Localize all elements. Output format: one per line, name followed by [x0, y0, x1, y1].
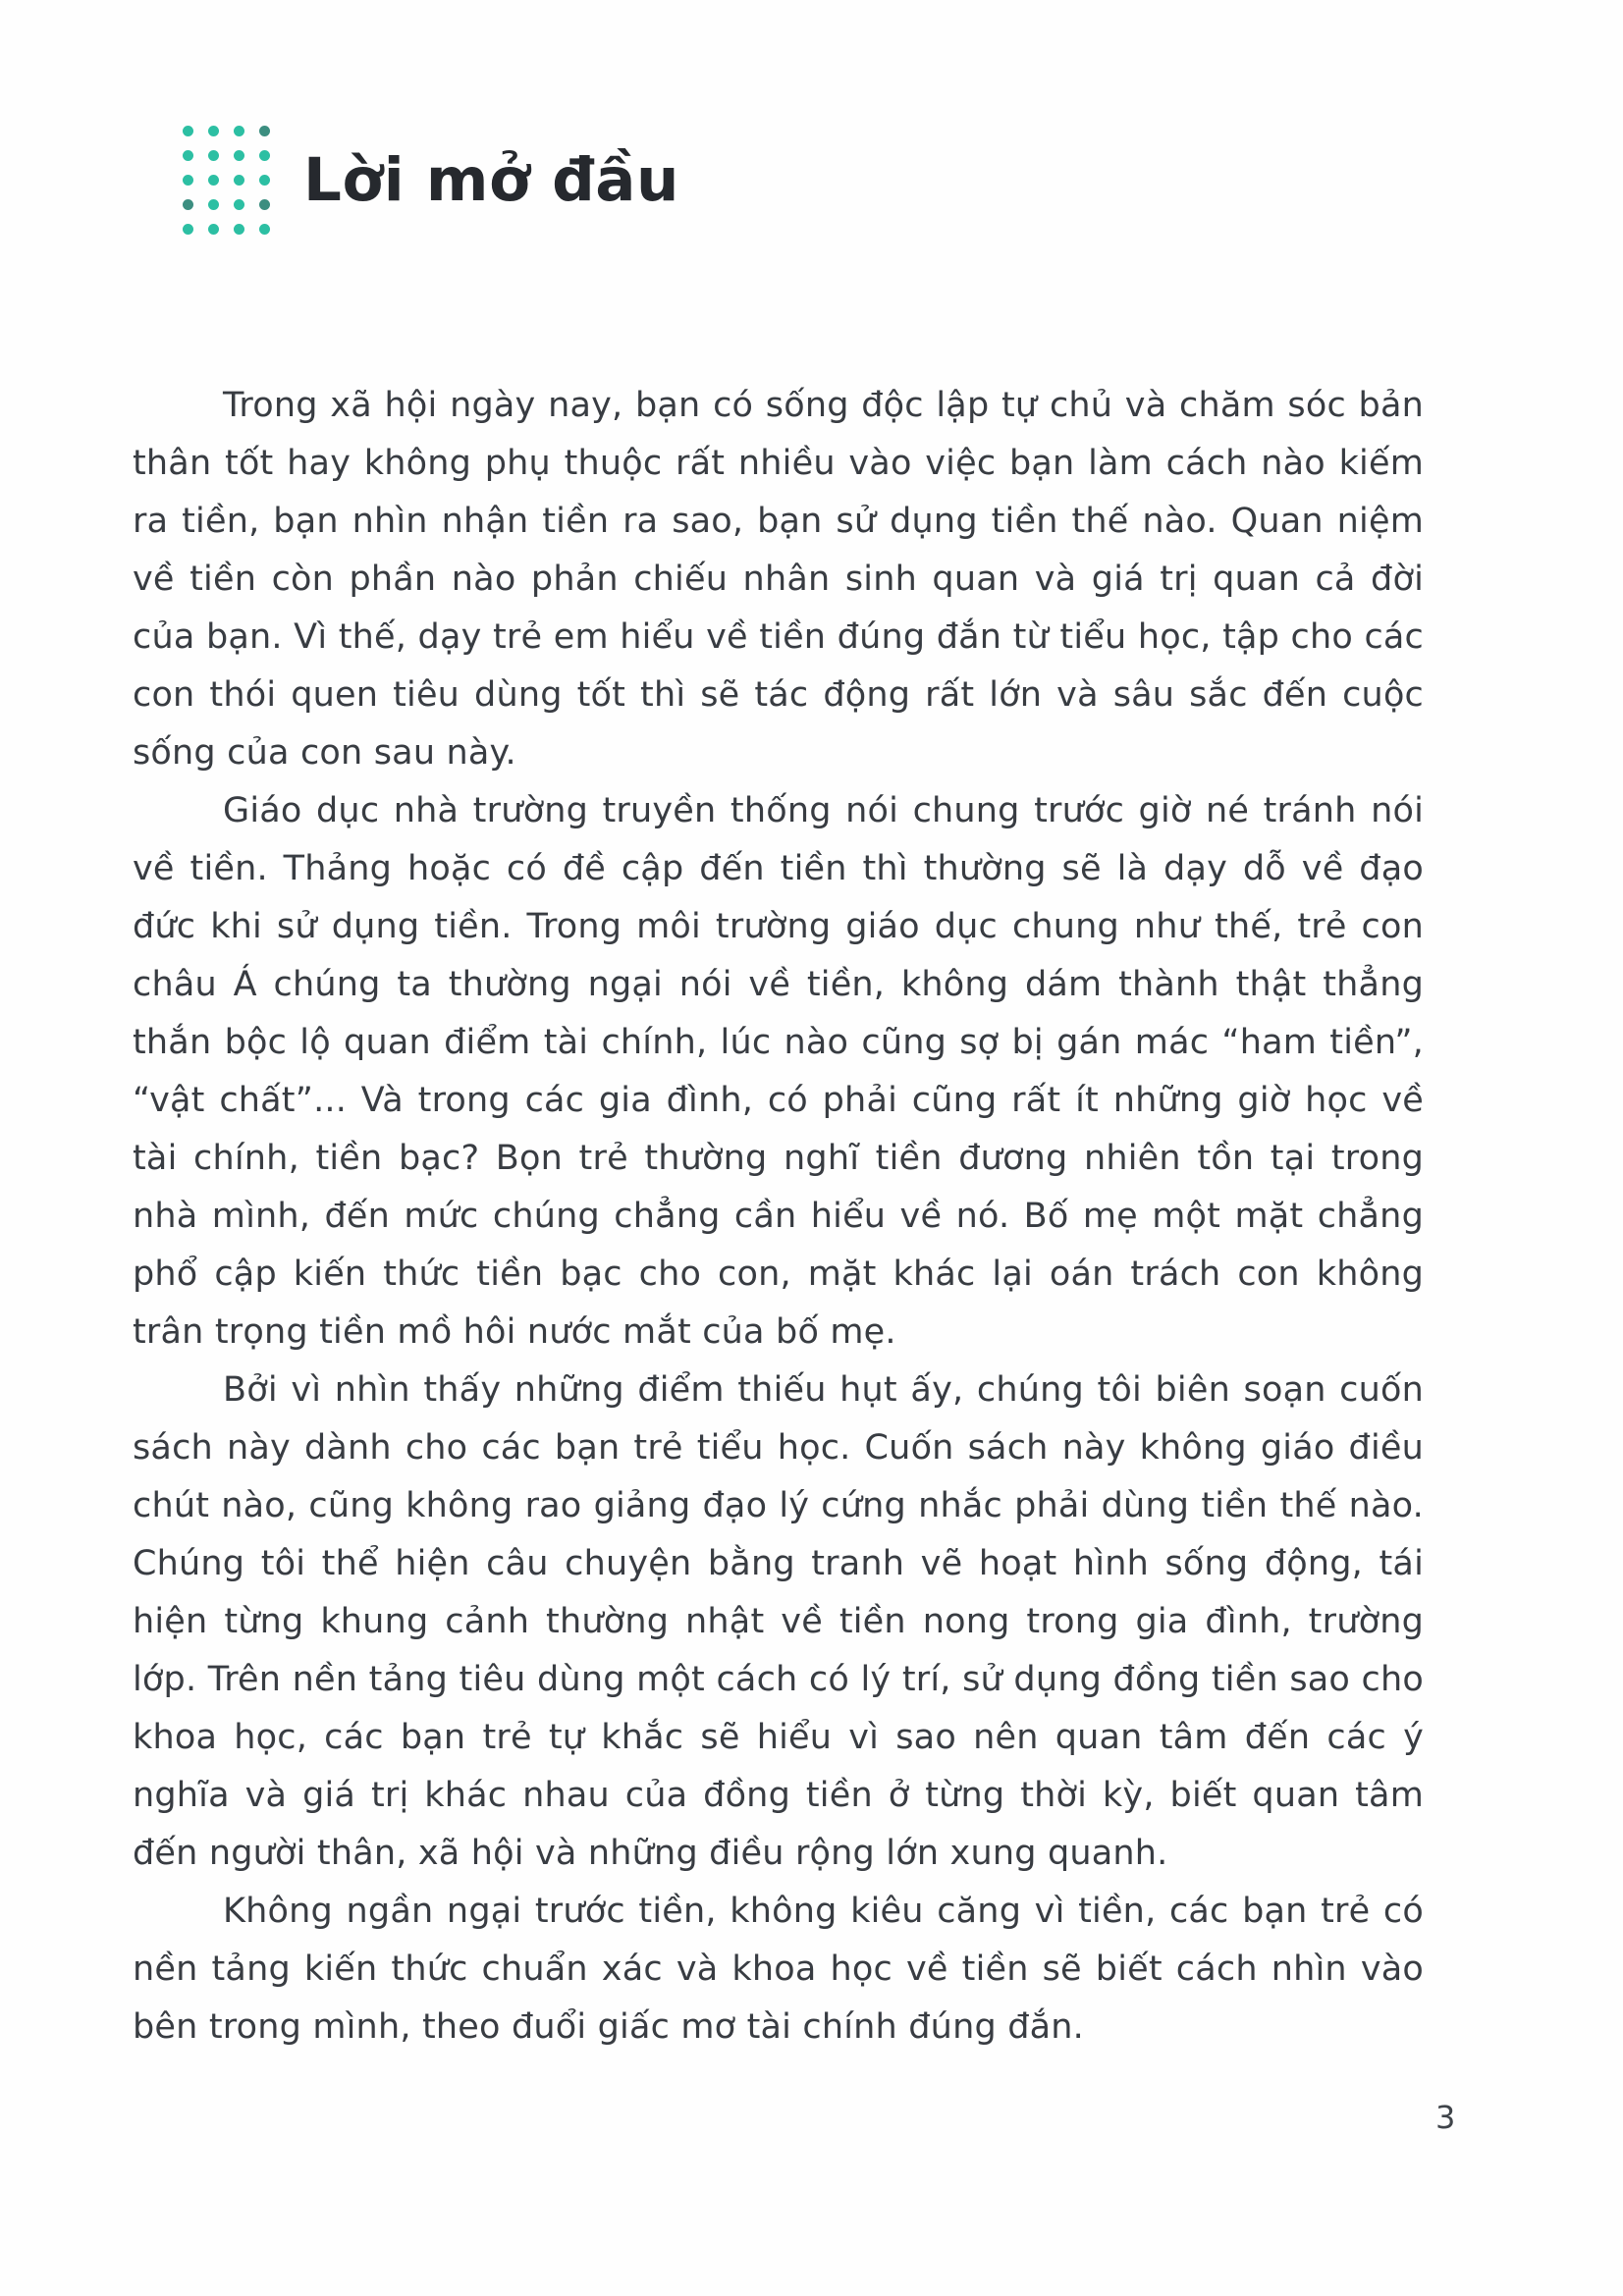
dot: [234, 175, 244, 186]
body-paragraph: Giáo dục nhà trường truyền thống nói chung trước giờ né tránh nói về tiền. Thảng hoặc có đề cập đến tiền thì thường sẽ là dạy dỗ về đạo đức khi sử dụng tiền. Trong môi trường giáo dục chung như thế, trẻ con châu Á chúng ta thường ngại nói về tiền, không dám thành thật thẳng thắn bộc lộ quan điểm tài chính, lúc nào cũng sợ bị gán mác “ham tiền”, “vật chất”... Và trong các gia đình, có phải cũng rất ít những giờ học về tài chính, tiền bạc? Bọn trẻ thường nghĩ tiền đương nhiên tồn tại trong nhà mình, đến mức chúng chẳng cần hiểu về nó. Bố mẹ một mặt chẳng phổ cập kiến thức tiền bạc cho con, mặt khác lại oán trách con không trân trọng tiền mồ hôi nước mắt của bố mẹ.: [133, 791, 1424, 1352]
preface-text: [133, 377, 1424, 2056]
page-header: [183, 126, 679, 235]
dot: [208, 224, 219, 235]
dot: [234, 199, 244, 210]
dot: [259, 224, 270, 235]
dot: [234, 224, 244, 235]
dot: [208, 199, 219, 210]
body-paragraph: Không ngần ngại trước tiền, không kiêu căng vì tiền, các bạn trẻ có nền tảng kiến thức chuẩn xác và khoa học về tiền sẽ biết cách nhìn vào bên trong mình, theo đuổi giấc mơ tài chính đúng đắn.: [133, 1892, 1424, 2047]
dot: [234, 150, 244, 161]
dot: [183, 175, 193, 186]
dot: [259, 175, 270, 186]
dot: [208, 126, 219, 136]
dot: [183, 126, 193, 136]
dot: [183, 224, 193, 235]
dot: [234, 126, 244, 136]
dot: [183, 150, 193, 161]
dot: [208, 175, 219, 186]
dot: [259, 126, 270, 136]
body-paragraph: Trong xã hội ngày nay, bạn có sống độc lập tự chủ và chăm sóc bản thân tốt hay không phụ thuộc rất nhiều vào việc bạn làm cách nào kiếm ra tiền, bạn nhìn nhận tiền ra sao, bạn sử dụng tiền thế nào. Quan niệm về tiền còn phần nào phản chiếu nhân sinh quan và giá trị quan cả đời của bạn. Vì thế, dạy trẻ em hiểu về tiền đúng đắn từ tiểu học, tập cho các con thói quen tiêu dùng tốt thì sẽ tác động rất lớn và sâu sắc đến cuộc sống của con sau này.: [133, 386, 1424, 773]
dot: [183, 199, 193, 210]
dot: [208, 150, 219, 161]
dot: [259, 150, 270, 161]
dots-grid-icon: [183, 126, 270, 235]
page-number: 3: [1435, 2099, 1456, 2136]
dot: [259, 199, 270, 210]
page-title: Lời mở đầu: [303, 144, 679, 215]
body-paragraph: Bởi vì nhìn thấy những điểm thiếu hụt ấy, chúng tôi biên soạn cuốn sách này dành cho các bạn trẻ tiểu học. Cuốn sách này không giáo điều chút nào, cũng không rao giảng đạo lý cứng nhắc phải dùng tiền thế nào. Chúng tôi thể hiện câu chuyện bằng tranh vẽ hoạt hình sống động, tái hiện từng khung cảnh thường nhật về tiền nong trong gia đình, trường lớp. Trên nền tảng tiêu dùng một cách có lý trí, sử dụng đồng tiền sao cho khoa học, các bạn trẻ tự khắc sẽ hiểu vì sao nên quan tâm đến các ý nghĩa và giá trị khác nhau của đồng tiền ở từng thời kỳ, biết quan tâm đến người thân, xã hội và những điều rộng lớn xung quanh.: [133, 1370, 1424, 1873]
